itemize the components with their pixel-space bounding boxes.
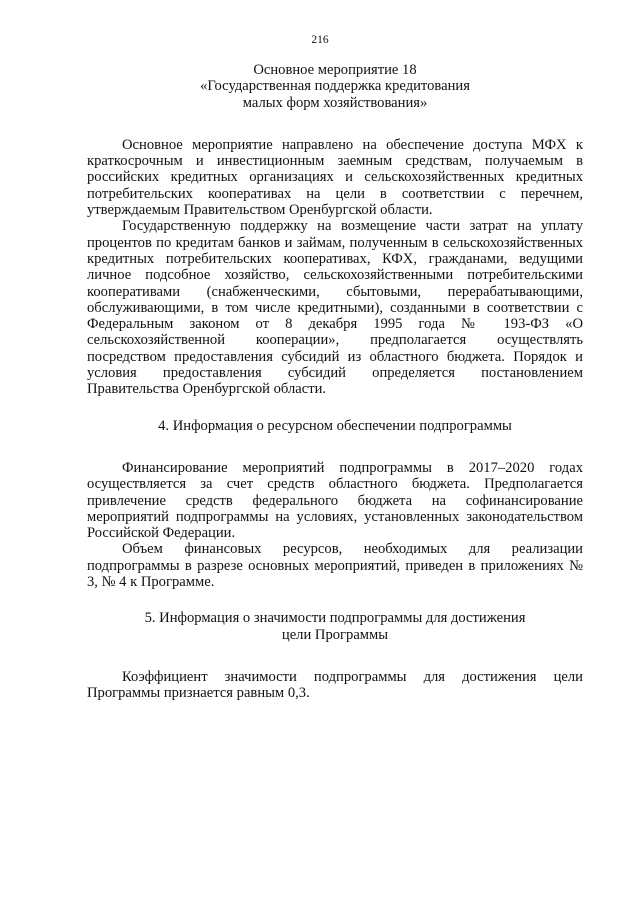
section-resource-provision xyxy=(87,418,583,591)
heading-line: 5. Информация о значимости подпрограммы для достижения xyxy=(144,610,526,627)
heading-line: малых форм хозяйствования» xyxy=(242,94,428,111)
section-heading xyxy=(87,62,583,111)
heading-line: Основное мероприятие 18 xyxy=(253,62,417,78)
section-main-event-18 xyxy=(87,62,583,398)
paragraph: Объем финансовых ресурсов, необходимых для реализации подпрограммы в разрезе основных мероприятий, приведен в приложениях № 3, № 4 к Программе. xyxy=(87,541,583,591)
section-heading xyxy=(87,418,583,434)
paragraph: Государственную поддержку на возмещение части затрат на уплату процентов по кредитам банков и займам, полученным в сельскохозяйственных кредитных потребительских кооперативах, КФХ, гражданами, ведущими личное подсобное хозяйство, сельскохозяйственными потребительскими кооперативами (снабженческими, сбытовыми, перерабатывающими, обслуживающими, в том числе кредитными), созданными в соответствии с Федеральным законом от 8 декабря 1995 года № 193-ФЗ «О сельскохозяйственной кооперации», предполагается осуществлять посредством предоставления субсидий из областного бюджета. Порядок и условия предоставления субсидий определяется постановлением Правительства Оренбургской области. xyxy=(87,218,583,398)
document-body xyxy=(87,62,583,702)
section-significance xyxy=(87,610,583,701)
heading-line: цели Программы xyxy=(281,626,389,643)
page-number: 216 xyxy=(311,34,329,46)
heading-line: 4. Информация о ресурсном обеспечении подпрограммы xyxy=(158,417,512,434)
paragraph: Основное мероприятие направлено на обеспечение доступа МФХ к краткосрочным и инвестиционным заемным средствам, получаемым в российских кредитных организациях и сельскохозяйственных кредитных потребительских кооперативах на цели в соответствии с перечнем, утверждаемым Правительством Оренбургской области. xyxy=(87,136,583,219)
paragraph: Финансирование мероприятий подпрограммы в 2017–2020 годах осуществляется за счет средств областного бюджета. Предполагается привлечение средств федерального бюджета на софинансирование мероприятий подпрограммы на условиях, установленных законодательством Российской Федерации. xyxy=(87,459,583,542)
paragraph: Коэффициент значимости подпрограммы для достижения цели Программы признается равным 0,3. xyxy=(87,668,583,702)
heading-line: «Государственная поддержка кредитования xyxy=(200,78,470,95)
section-heading xyxy=(87,610,583,643)
